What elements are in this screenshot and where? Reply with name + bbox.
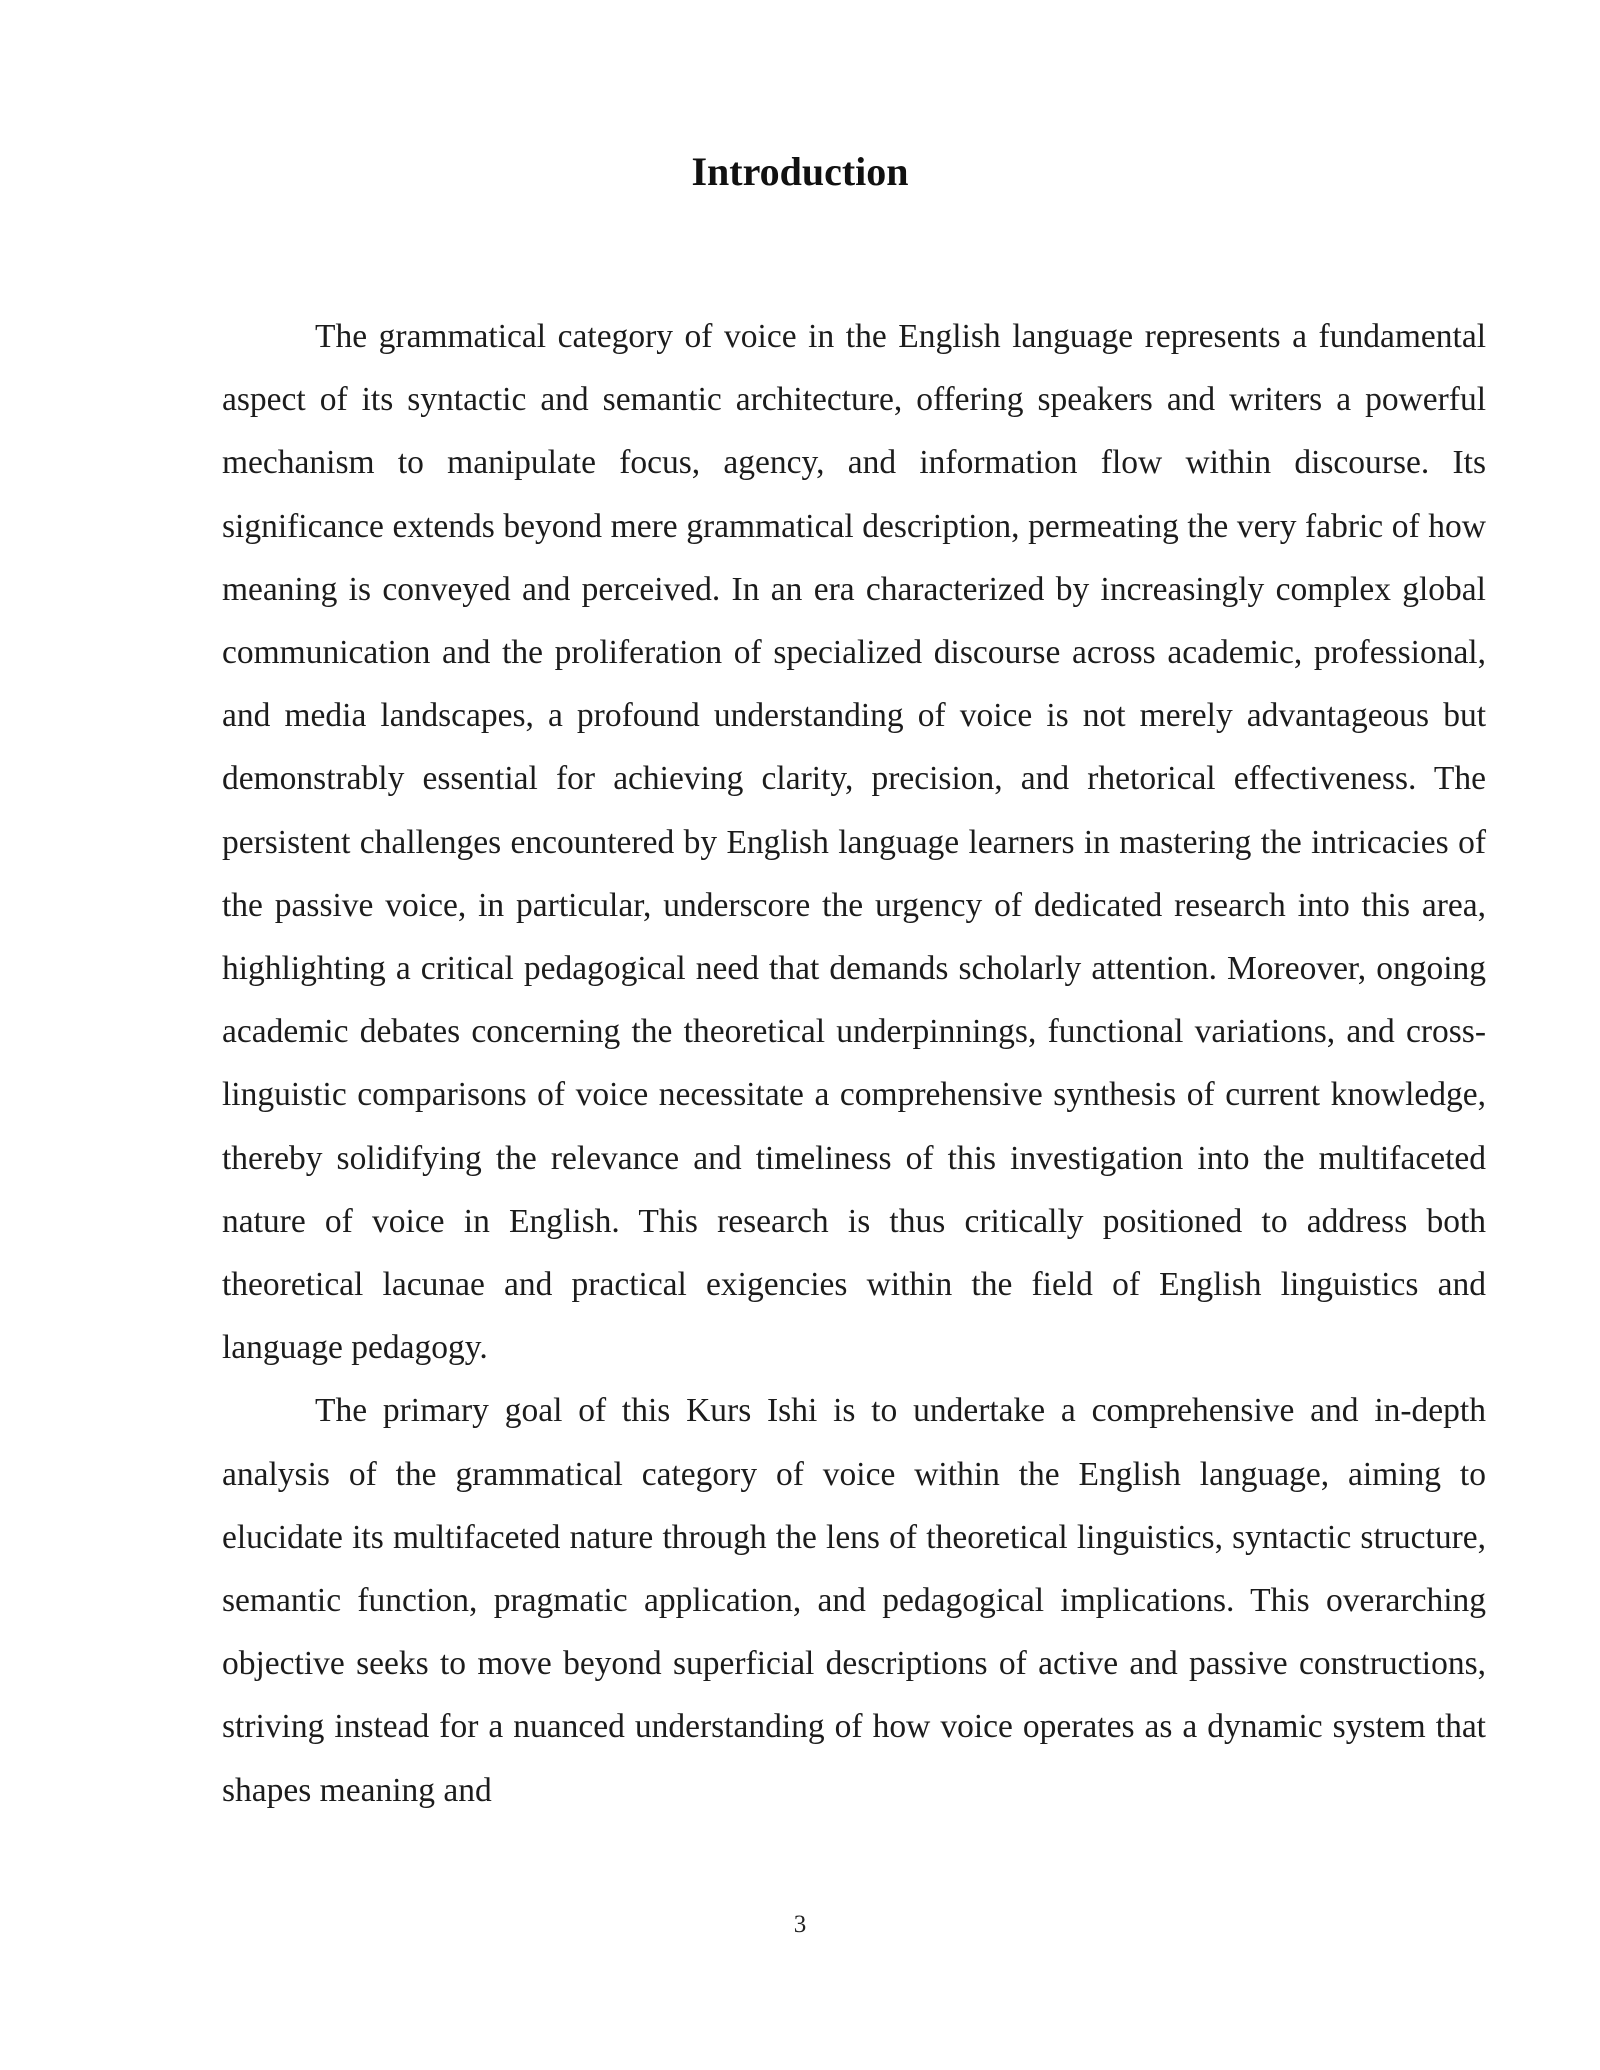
page-number: 3 xyxy=(793,1911,807,1938)
page-title: Introduction xyxy=(691,149,909,194)
body-text xyxy=(222,305,1486,1822)
paragraph-2: The primary goal of this Kurs Ishi is to undertake a comprehensive and in-depth analysis of the grammatical category of voice within the English language, aiming to elucidate its multifaceted nature through the lens of theoretical linguistics, syntactic structure, semantic function, pragmatic application, and pedagogical implications. This overarching objective seeks to move beyond superficial descriptions of active and passive constructions, striving instead for a nuanced understanding of how voice operates as a dynamic system that shapes meaning and xyxy=(222,1392,1486,1809)
paragraph-1: The grammatical category of voice in the English language represents a fundamental aspect of its syntactic and semantic architecture, offering speakers and writers a powerful mechanism to manipulate focus, agency, and information flow within discourse. Its significance extends beyond mere grammatical description, permeating the very fabric of how meaning is conveyed and perceived. In an era characterized by increasingly complex global communication and the proliferation of specialized discourse across academic, professional, and media landscapes, a profound understanding of voice is not merely advantageous but demonstrably essential for achieving clarity, precision, and rhetorical effectiveness. The persistent challenges encountered by English language learners in mastering the intricacies of the passive voice, in particular, underscore the urgency of dedicated research into this area, highlighting a critical pedagogical need that demands scholarly attention. Moreover, ongoing academic debates concerning the theoretical underpinnings, functional variations, and cross-linguistic comparisons of voice necessitate a comprehensive synthesis of current knowledge, thereby solidifying the relevance and timeliness of this investigation into the multifaceted nature of voice in English. This research is thus critically positioned to address both theoretical lacunae and practical exigencies within the field of English linguistics and language pedagogy. xyxy=(222,318,1486,1367)
